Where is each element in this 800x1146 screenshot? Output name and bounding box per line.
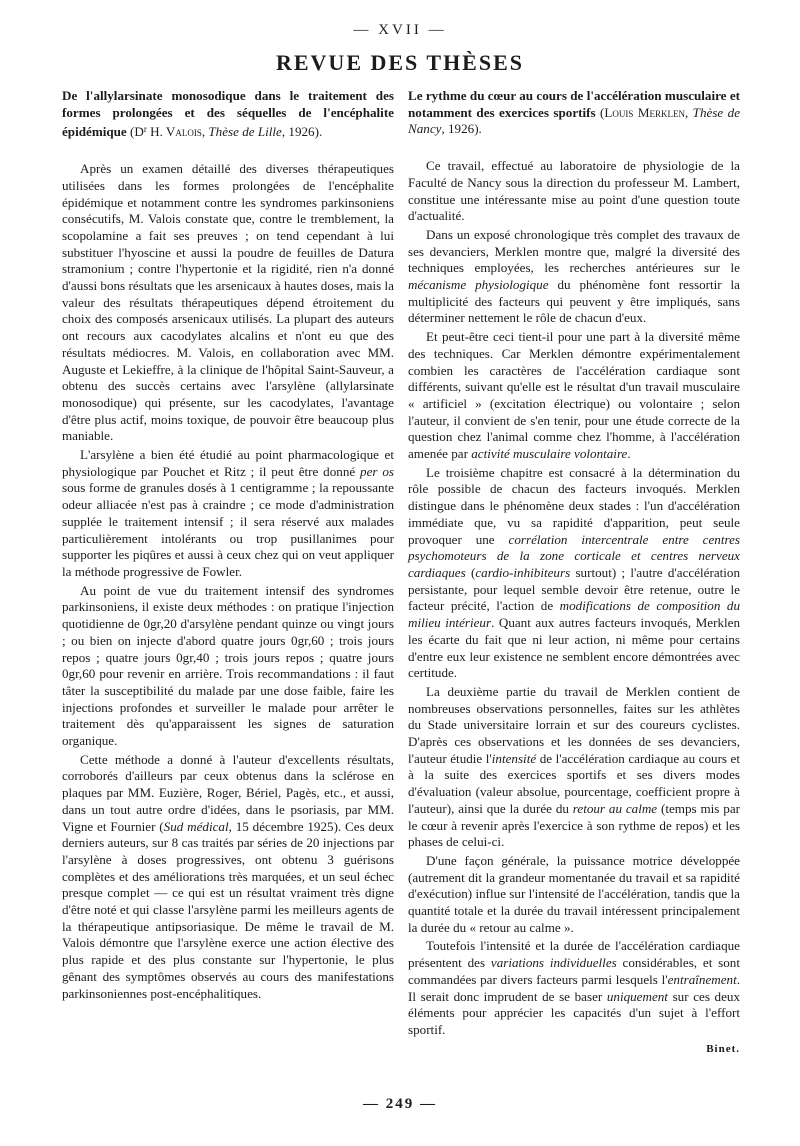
left-column xyxy=(62,88,394,1002)
article-2-paragraph: Ce travail, effectué au laboratoire de physiologie de la Faculté de Nancy sous la direction du professeur M. Lambert, constitue une intéressante mise au point d'une question toute d'actualité. xyxy=(408,158,740,224)
article-2-ref-open: ( xyxy=(595,104,605,120)
italic-text: entraînement xyxy=(667,971,737,987)
article-2-paragraph: D'une façon générale, la puissance motrice développée (autrement dit la grandeur momentanée du travail et sa rapidité d'exécution) influe sur l'intensité de l'accélération, tandis que la quantité totale et la durée du travail intéressent principalement la durée du « retour au calme ». xyxy=(408,852,740,935)
article-1-ref-year: , 1926). xyxy=(281,124,323,140)
article-1-ref-sup: r xyxy=(143,124,147,135)
article-2-paragraph xyxy=(408,465,740,682)
signature: Binet. xyxy=(706,1042,740,1055)
text-run: Toutefois l'intensité et la durée de l'accélération cardiaque présentent des xyxy=(408,938,740,971)
article-2-heading xyxy=(408,88,740,138)
italic-text: Sud médical xyxy=(163,818,229,834)
text-run: de l'accélération cardiaque au cours et à la suite des exercices sportifs et ses divers modes d'évaluation (valeur absolue, pourcentage, coefficient propre à l'auteur), ainsi que la durée du xyxy=(408,750,741,816)
article-1-paragraph: Après un examen détaillé des diverses thérapeutiques utilisées dans les formes prolongées de l'encéphalite épidémique et notamment contre les syndromes parkinsoniens consécutifs, M. Valois constate que, contre le tremblement, la scopolamine a fait ses preuves ; on tend cependant à lui substituer l'hyoscine et aussi la poudre de feuilles de Datura stramonium ; contre l'hypertonie et la rigidité, rien n'a donné d'aussi bons résultats que les arsenicaux à hautes doses, mais la valeur des résultats thérapeutiques dépend étroitement du choix des composés arsenicaux utilisés. La plupart des auteurs ont recours aux cacodylates alcalins et n'ont eu que des résultats médiocres. M. Valois, en collaboration avec MM. Auguste et Lekieffre, à la clinique de l'hôpital Saint-Sauveur, a obtenu des succès certains avec l'arsylène (allylarsinate monosodique) qui présente, sur les cacodylates, l'avantage d'être plus actif, moins toxique, de pouvoir être beaucoup plus maniable. xyxy=(62,161,394,444)
italic-text: activité musculaire volontaire xyxy=(471,446,628,462)
article-2-paragraph xyxy=(408,938,740,1038)
page-number: — 249 — xyxy=(363,1096,437,1112)
text-run: ( xyxy=(465,564,476,580)
text-run: , 15 décembre 1925). Ces deux derniers auteurs, sur 8 cas traités par séries de 20 injections par l'arsylène à doses progressives, ont obtenu 3 guérisons complètes et des améliorations très marquées, et un seul échec presque complet — ce qui est un résultat vraiment très digne d'être noté et qui classe l'arsylène parmi les meilleurs agents de la thérapeutique antipsoriasique. De même le travail de M. Valois démontre que l'arsylène exerce une action élective des plus rapide et des plus constante sur l'hypertonie, le plus gênant des symptômes observés au cours des manifestations parkinsoniennes post-encéphalitiques. xyxy=(62,818,394,1001)
text-run: Le troisième chapitre est consacré à la détermination du rôle possible de chacun des facteurs invoqués. Merklen distingue dans le phénomène deux stades : l'un d'accélération immédiate que, vu sa rapidité d'apparition, peut seule provoquer une xyxy=(408,464,740,547)
italic-text: uniquement xyxy=(606,988,668,1004)
article-2-paragraph xyxy=(408,227,740,327)
article-1-thesis: Thèse de Lille xyxy=(208,124,282,140)
section-title: REVUE DES THÈSES xyxy=(275,50,524,75)
text-run: . xyxy=(627,446,631,462)
text-run: L'arsylène a bien été étudié au point pharmacologique et physiologique par Pouchet et Ritz ; il peut être donné xyxy=(62,447,394,479)
article-2-paragraph xyxy=(408,684,740,851)
article-2-paragraph xyxy=(408,329,740,463)
text-run: (temps mis par le cœur à revenir après l'exercice à son rythme de repos) et les phases de celui-ci. xyxy=(408,800,740,850)
article-2-title: Le rythme du cœur au cours de l'accélération musculaire et notamment des exercices sportifs xyxy=(408,88,740,120)
text-run: . Quant aux autres facteurs invoqués, Merklen les écarte du fait que ni leur action, ni même pour certains d'entre eux leur existence ne semblent encore démontrées avec certitude. xyxy=(408,615,740,681)
article-1-paragraph: Au point de vue du traitement intensif des syndromes parkinsoniens, il existe deux méthodes : on pratique l'injection quotidienne de 0gr,20 d'arsylène pendant quinze ou vingt jours ; ou bien on injecte d'abord quatre jours 0gr,60 ; trois jours repos ; quatre jours 0gr,40 ; trois jours repos ; quatre jours 0gr,60 pour revenir en arrière. Trois recommandations : il faut tâter la susceptibilité du malade par une dose faible, faire les injections profondes et surveiller le malade pour arrêter le traitement dès qu'apparaissent les signes de saturation organique. xyxy=(62,582,394,749)
text-run: sur ces deux éléments pour apprécier les capacités d'un sujet à l'effort sportif. xyxy=(408,988,740,1037)
italic-text: retour au calme xyxy=(572,800,658,816)
italic-text: intensité xyxy=(491,750,537,766)
italic-text: modifications de composition du milieu intérieur xyxy=(408,598,740,631)
article-2-ref-sep: , xyxy=(684,104,693,120)
page-number-roman: — XVII — xyxy=(353,22,447,38)
article-1-ref-open: (D xyxy=(126,124,144,140)
text-run: Dans un exposé chronologique très complet des travaux de ses devanciers, Merklen montre que, malgré la diversité des techniques employées, les recherches antérieures sur le xyxy=(408,226,740,276)
text-run: considérables, et sont commandées par divers facteurs parmi lesquels l' xyxy=(408,955,740,987)
article-2-thesis: Thèse de Nancy xyxy=(408,104,741,137)
right-column xyxy=(408,88,740,1057)
text-run: du phénomène font ressortir la multiplicité des facteurs qui peuvent y être impliqués, sans déterminer nettement le rôle de chacun d'eux. xyxy=(408,277,740,326)
text-run: Cette méthode a donné à l'auteur d'excellents résultats, corroborés d'ailleurs par ceux obtenus dans la sclérose en plaques par MM. Euzière, Roger, Bériel, Pagès, etc., et aussi, dans un tout autre ordre d'idées, dans le psoriasis, par MM. Vigne et Fournier ( xyxy=(62,751,394,834)
article-1-heading xyxy=(62,88,394,141)
italic-text: corrélation intercentrale entre centres psychomoteurs de la zone corticale et centres nerveux cardiaques xyxy=(408,531,740,580)
italic-text: cardio-inhibiteurs xyxy=(475,564,571,580)
italic-text: mécanisme physiologique xyxy=(408,277,549,293)
article-2-ref-year: , 1926). xyxy=(441,121,482,137)
article-1-paragraph xyxy=(62,752,394,1003)
text-run: . Il serait donc imprudent de se baser xyxy=(408,971,740,1004)
text-run: La deuxième partie du travail de Merklen contient de nombreuses observations personnelles, faites sur les athlètes du Stade universitaire lorrain et sur des coureurs cyclistes. D'après ces observations et les données de ses devanciers, l'auteur étudie l' xyxy=(408,683,740,766)
article-1-paragraph xyxy=(62,447,394,581)
article-2-author: Louis Merklen xyxy=(604,104,685,120)
text-run: sous forme de granules dosés à 1 centigramme ; la repoussante odeur alliacée n'est pas à craindre ; ce mode d'administration supplée le traitement intensif ; il sera réservé aux malades particulièrement intolérants ou trop pusillanimes pour supporter les piqûres et aussi à ceux chez qui on veut appliquer la méthode progressive de Fowler. xyxy=(62,480,394,579)
text-run: surtout) ; l'autre d'accélération persistante, pour lequel semble devoir être retenue, outre le facteur précité, l'action de xyxy=(408,564,740,614)
article-1-ref-sep: , xyxy=(201,124,209,140)
article-1-author: H. Valois xyxy=(146,124,202,140)
italic-text: per os xyxy=(360,463,395,479)
italic-text: variations individuelles xyxy=(490,955,617,971)
article-1-title: De l'allylarsinate monosodique dans le traitement des formes prolongées et des séquelles de l'encéphalite épidémique xyxy=(62,88,394,140)
text-run: Et peut-être ceci tient-il pour une part à la diversité même des techniques. Car Merklen démontre expérimentalement combien les caractères de l'accélération cardiaque sont différents, suivant qu'elle est le résultat d'un travail musculaire « artificiel » (excitation électrique) ou volontaire ; selon l'auteur, il convient de s'en tenir, pour une étude correcte de la question chez l'animal comme chez l'homme, à l'accélération amenée par xyxy=(408,329,740,462)
